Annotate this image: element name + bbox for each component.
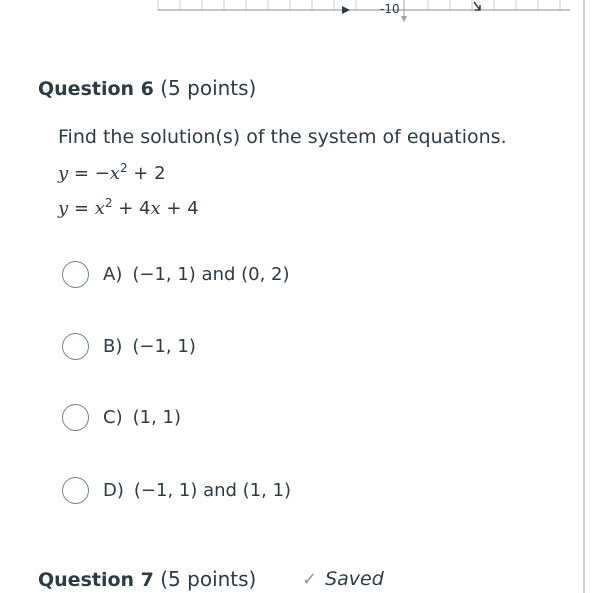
radio-button-a[interactable] [62,261,89,288]
eq2-exponent: 2 [104,196,113,210]
option-a-text: (−1, 1) and (0, 2) [132,263,290,285]
question-6-header [38,76,256,100]
option-c-text: (1, 1) [132,406,181,428]
graph-partial [0,0,592,24]
radio-button-c[interactable] [62,404,89,431]
question-6-prompt: Find the solution(s) of the system of equations. [58,126,507,148]
question-7-number: Question 7 [38,569,154,591]
option-d-text: (−1, 1) and (1, 1) [133,479,292,501]
radio-button-b[interactable] [62,333,89,360]
eq2-var: x [94,198,105,219]
eq2-middle: = [68,198,95,219]
eq1-lhs: y [58,163,69,184]
answer-option-b[interactable] [62,330,196,362]
eq1-var: x [109,163,120,184]
eq2-var2: x [150,198,161,219]
option-a-letter: A) [103,263,123,285]
question-7-points: (5 points) [160,567,257,591]
radio-button-d[interactable] [62,477,89,504]
option-c-letter: C) [103,406,123,428]
equation-1 [58,161,166,184]
option-d-letter: D) [103,479,124,501]
eq2-lhs: y [58,198,69,219]
check-icon: ✓ [302,569,318,590]
graph-axis-label: -10 [380,2,400,16]
question-6-points: (5 points) [160,76,257,100]
eq2-rest1: + 4 [112,198,151,219]
eq1-rest: + 2 [127,163,166,184]
equation-2 [58,196,199,219]
answer-option-a[interactable] [62,258,290,290]
option-b-letter: B) [103,335,123,357]
saved-label: Saved [325,568,384,590]
question-7-header [38,567,256,591]
answer-option-d[interactable] [62,474,291,506]
eq2-rest2: + 4 [160,198,199,219]
saved-status [302,568,384,590]
eq1-middle: = − [68,163,110,184]
answer-option-c[interactable] [62,401,181,433]
panel-border [583,0,585,593]
option-b-text: (−1, 1) [132,335,196,357]
eq1-exponent: 2 [119,161,128,175]
question-6-number: Question 6 [38,78,154,100]
